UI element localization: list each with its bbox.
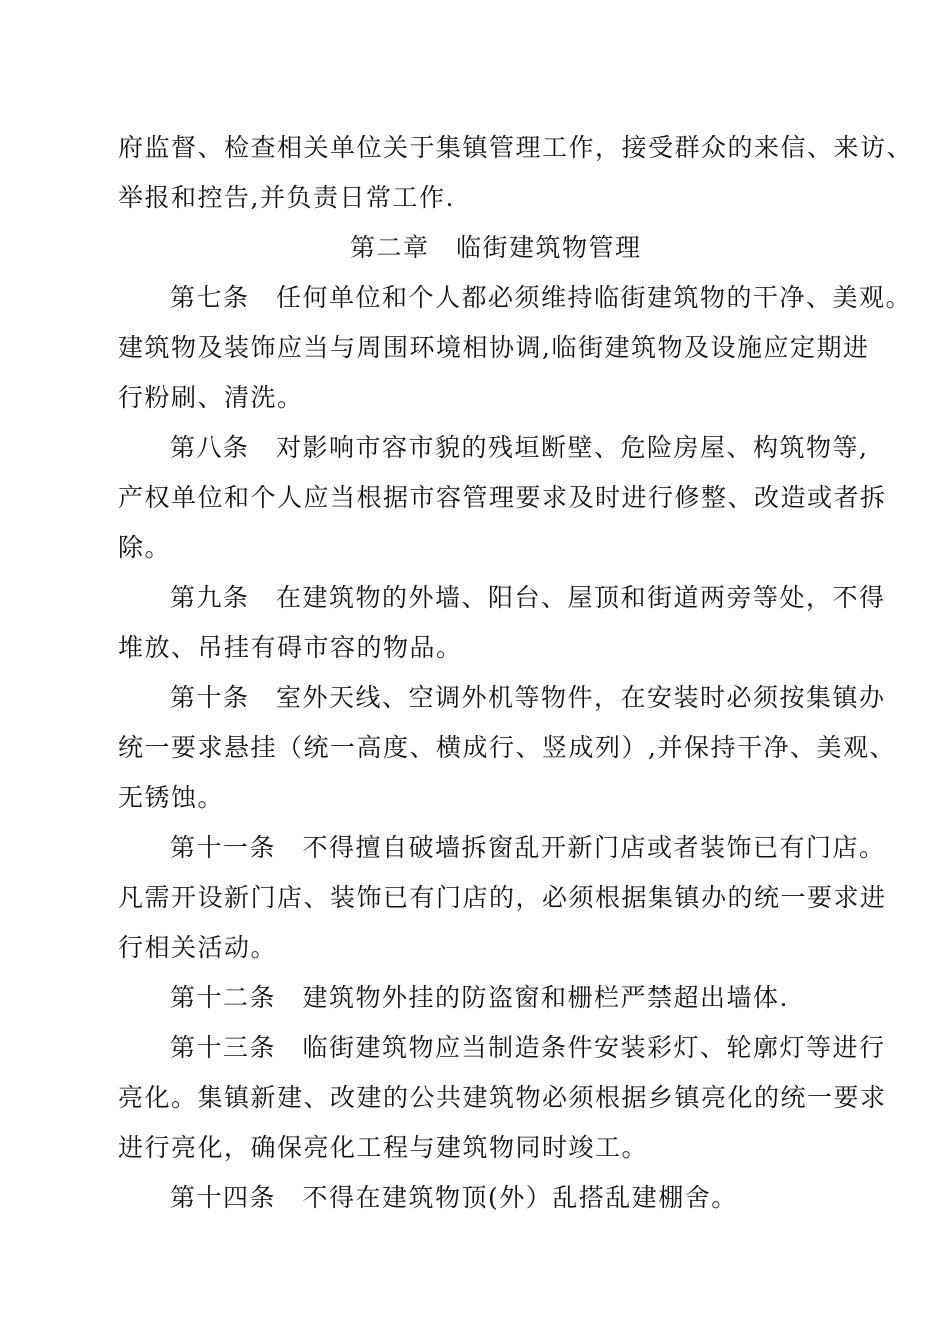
text-line: 凡需开设新门店、装饰已有门店的，必须根据集镇办的统一要求进 <box>118 883 887 912</box>
text-line: 统一要求悬挂（统一高度、横成行、竖成列）,并保持干净、美观、 <box>118 733 896 762</box>
article-12-line: 第十二条 建筑物外挂的防盗窗和栅栏严禁超出墙体. <box>170 983 789 1012</box>
article-14-line: 第十四条 不得在建筑物顶(外）乱搭乱建棚舍。 <box>170 1183 738 1212</box>
article-7-line: 第七条 任何单位和个人都必须维持临街建筑物的干净、美观。 <box>170 283 913 312</box>
text-line: 进行亮化，确保亮化工程与建筑物同时竣工。 <box>118 1133 649 1162</box>
text-line: 行相关活动。 <box>118 933 278 962</box>
text-line: 产权单位和个人应当根据市容管理要求及时进行修整、改造或者拆 <box>118 483 887 512</box>
text-line: 亮化。集镇新建、改建的公共建筑物必须根据乡镇亮化的统一要求 <box>118 1083 887 1112</box>
article-10-line: 第十条 室外天线、空调外机等物件，在安装时必须按集镇办 <box>170 683 886 712</box>
article-9-line: 第九条 在建筑物的外墙、阳台、屋顶和街道两旁等处，不得 <box>170 583 886 612</box>
text-line: 无锈蚀。 <box>118 783 225 812</box>
article-8-line: 第八条 对影响市容市貌的残垣断壁、危险房屋、构筑物等, <box>170 433 869 462</box>
text-line: 府监督、检查相关单位关于集镇管理工作，接受群众的来信、来访、 <box>118 133 914 162</box>
text-line: 除。 <box>118 533 172 562</box>
article-13-line: 第十三条 临街建筑物应当制造条件安装彩灯、轮廓灯等进行 <box>170 1033 886 1062</box>
text-line: 堆放、吊挂有碍市容的物品。 <box>118 633 463 662</box>
text-line: 举报和控告,并负责日常工作. <box>118 183 455 212</box>
article-11-line: 第十一条 不得擅自破墙拆窗乱开新门店或者装饰已有门店。 <box>170 833 886 862</box>
chapter-heading: 第二章 临街建筑物管理 <box>350 233 642 262</box>
text-line: 建筑物及装饰应当与周围环境相协调,临街建筑物及设施应定期进 <box>118 333 870 362</box>
text-line: 行粉刷、清洗。 <box>118 383 304 412</box>
